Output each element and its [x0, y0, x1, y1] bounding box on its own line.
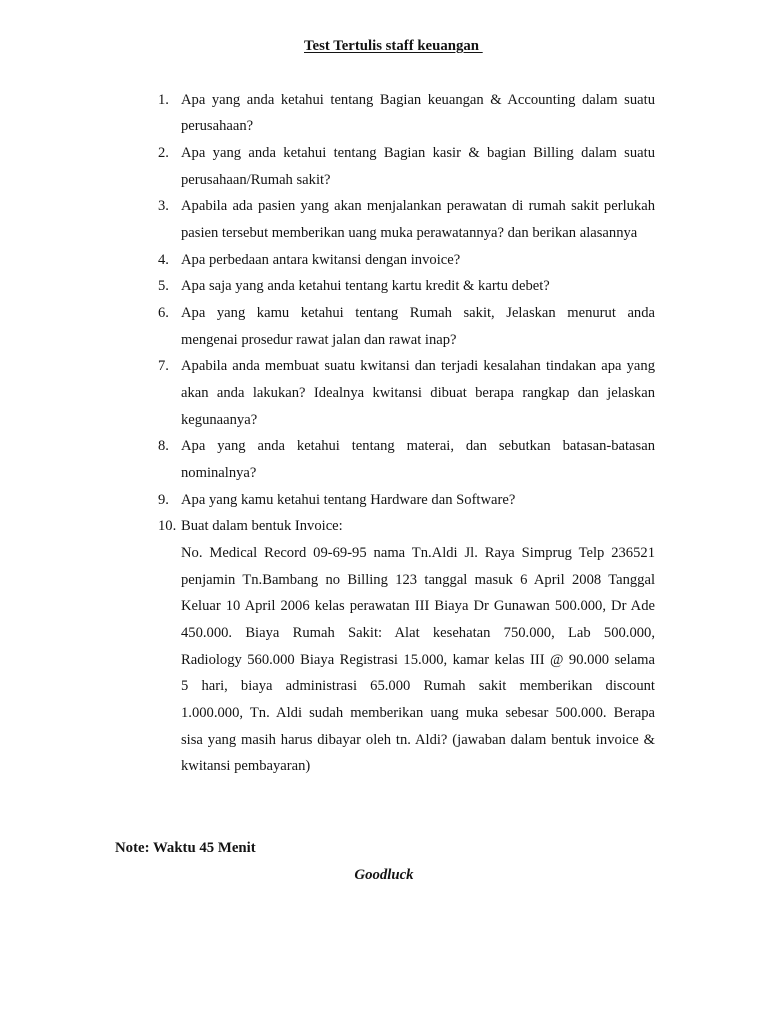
question-line: perusahaan?	[181, 118, 254, 135]
question-line: Apa saja yang anda ketahui tentang kartu kredit & kartu debet?	[181, 278, 550, 295]
question-item-10	[158, 513, 655, 780]
question-list	[158, 87, 655, 780]
question-item-1	[158, 87, 655, 140]
question-number: 2.	[158, 145, 169, 161]
question-text	[181, 513, 655, 780]
question-number: 3.	[158, 198, 169, 215]
question-line: Apa yang kamu ketahui tentang Hardware dan Software?	[181, 491, 516, 508]
question-line: Apa perbedaan antara kwitansi dengan invoice?	[181, 251, 461, 268]
question-number: 10.	[158, 518, 177, 535]
question-text	[181, 193, 655, 246]
time-note: Note: Waktu 45 Menit	[115, 840, 256, 856]
question-line: Apa yang anda ketahui tentang Bagian keuangan & Accounting dalam suatu	[181, 91, 655, 108]
question-text	[181, 87, 655, 140]
question-item-8	[158, 433, 655, 486]
invoice-case-line: Radiology 560.000 Biaya Registrasi 15.000, kamar kelas III @ 90.000 selama	[181, 651, 655, 668]
question-line: pasien tersebut memberikan uang muka perawatannya? dan berikan alasannya	[181, 225, 638, 242]
question-number: 6.	[158, 305, 169, 322]
question-text	[181, 140, 655, 193]
question-item-3	[158, 193, 655, 246]
invoice-case-paragraph	[181, 540, 655, 780]
question-line: kegunaanya?	[181, 411, 258, 428]
question-line: Apa yang anda ketahui tentang materai, dan sebutkan batasan-batasan	[181, 438, 655, 455]
invoice-case-line: penjamin Tn.Bambang no Billing 123 tanggal masuk 6 April 2008 Tanggal	[181, 571, 655, 588]
question-line: Apabila ada pasien yang akan menjalankan perawatan di rumah sakit perlukah	[181, 198, 655, 215]
document-title: Test Tertulis staff keuangan	[304, 38, 483, 54]
question-number: 4.	[158, 251, 169, 268]
question-line: mengenai prosedur rawat jalan dan rawat inap?	[181, 331, 457, 348]
invoice-case-line: No. Medical Record 09-69-95 nama Tn.Aldi Jl. Raya Simprug Telp 236521	[181, 545, 655, 562]
question-line: nominalnya?	[181, 465, 257, 482]
question-line: akan anda lakukan? Idealnya kwitansi dibuat berapa rangkap dan jelaskan	[181, 385, 655, 402]
question-number: 5.	[158, 278, 169, 295]
question-item-2	[158, 140, 655, 193]
question-text	[181, 353, 655, 433]
invoice-case-line: Keluar 10 April 2006 kelas perawatan III Biaya Dr Gunawan 500.000, Dr Ade	[181, 598, 655, 615]
question-line: Buat dalam bentuk Invoice:	[181, 518, 343, 535]
question-text	[181, 487, 655, 514]
question-text	[181, 433, 655, 486]
question-item-6	[158, 300, 655, 353]
question-text	[181, 300, 655, 353]
invoice-case-line: 5 hari, biaya administrasi 65.000 Rumah sakit memberikan discount	[181, 678, 655, 695]
invoice-case-line: 1.000.000, Tn. Aldi sudah memberikan uang muka sebesar 500.000. Berapa	[181, 705, 655, 722]
question-number: 1.	[158, 91, 169, 108]
question-number: 9.	[158, 491, 169, 508]
question-item-5	[158, 273, 655, 300]
closing-text: Goodluck	[354, 867, 414, 883]
invoice-case-line: 450.000. Biaya Rumah Sakit: Alat kesehatan 750.000, Lab 500.000,	[181, 625, 655, 642]
question-text	[181, 247, 655, 274]
invoice-case-line: kwitansi pembayaran)	[181, 758, 311, 775]
question-line: Apa yang anda ketahui tentang Bagian kasir & bagian Billing dalam suatu	[181, 145, 655, 161]
question-line: perusahaan/Rumah sakit?	[181, 171, 331, 188]
question-text	[181, 273, 655, 300]
question-item-4	[158, 247, 655, 274]
question-line: Apa yang kamu ketahui tentang Rumah sakit, Jelaskan menurut anda	[181, 305, 655, 322]
question-line: Apabila anda membuat suatu kwitansi dan terjadi kesalahan tindakan apa yang	[181, 358, 655, 375]
question-item-7	[158, 353, 655, 433]
question-item-9	[158, 487, 655, 514]
question-number: 8.	[158, 438, 169, 455]
invoice-case-line: sisa yang masih harus dibayar oleh tn. Aldi? (jawaban dalam bentuk invoice &	[181, 731, 655, 748]
question-number: 7.	[158, 358, 169, 375]
